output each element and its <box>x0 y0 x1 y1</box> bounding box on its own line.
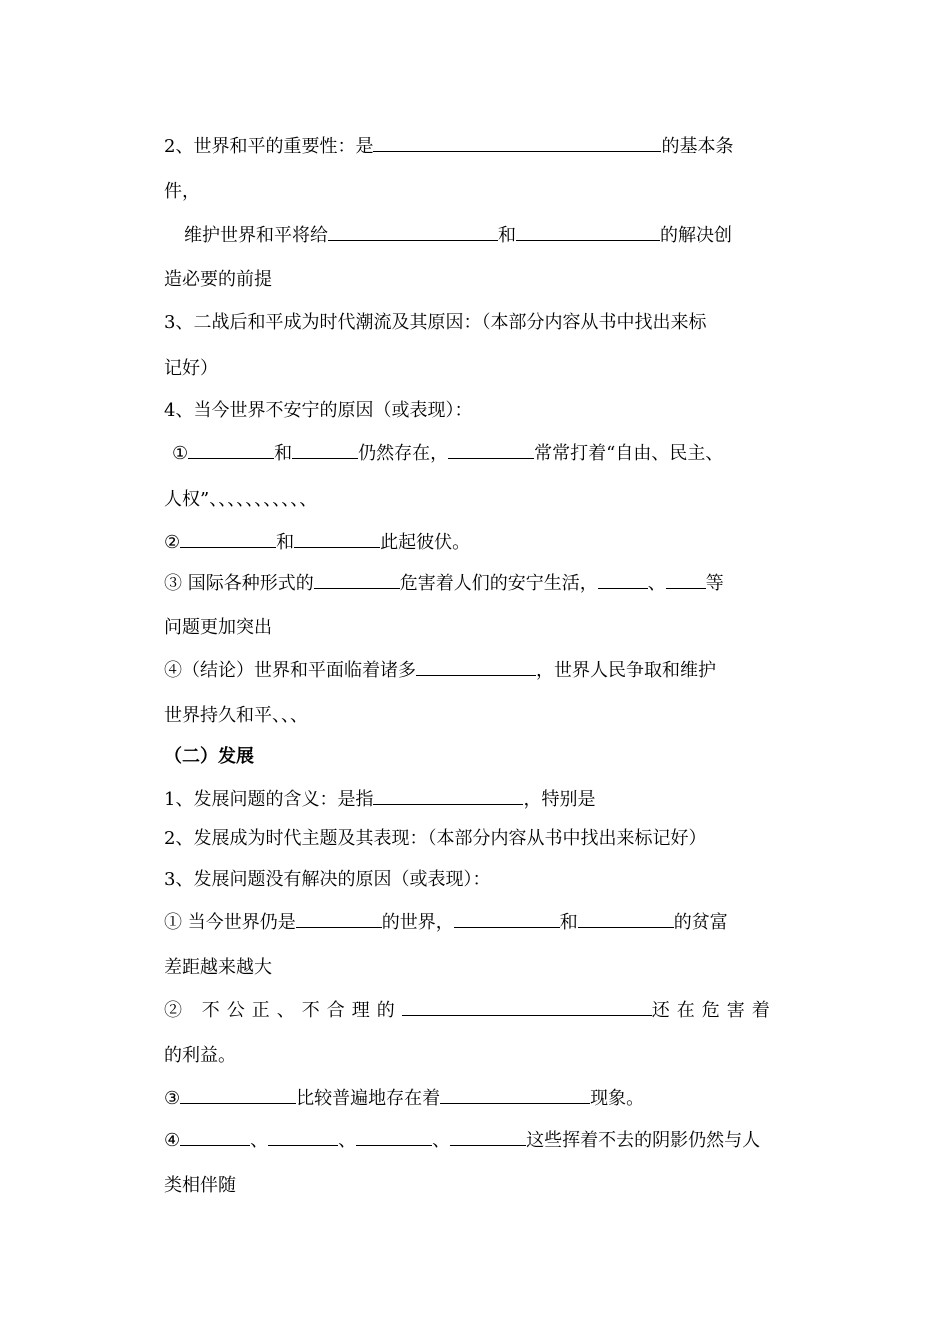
fill-blank[interactable] <box>294 529 380 548</box>
line-1: 2、世界和平的重要性：是 的基本条 <box>164 133 733 159</box>
fill-blank[interactable] <box>180 529 276 548</box>
line-8: ① 和 仍然存在， 常常打着“自由、民主、 <box>172 440 723 466</box>
line-5: 3、二战后和平成为时代潮流及其原因：（本部分内容从书中找出来标 <box>164 312 707 333</box>
line-20: 差距越来越大 <box>164 957 272 978</box>
line-4: 造必要的前提 <box>164 269 272 290</box>
line-14: 世界持久和平、、、 <box>164 705 308 726</box>
line-18: 3、发展问题没有解决的原因（或表现）： <box>164 869 491 890</box>
line-3: 维护世界和平将给 和 的解决创 <box>184 222 732 248</box>
fill-blank[interactable] <box>328 222 498 241</box>
fill-blank[interactable] <box>314 570 400 589</box>
line-6: 记好） <box>164 358 218 379</box>
fill-blank[interactable] <box>268 1127 338 1146</box>
line-9: 人权”、、、、、、、、、、、 <box>164 489 318 510</box>
section-heading: （二）发展 <box>164 746 254 767</box>
line-23: ③ 比较普遍地存在着 现象。 <box>164 1085 644 1111</box>
line-25: 类相伴随 <box>164 1175 236 1196</box>
fill-blank[interactable] <box>666 570 706 589</box>
fill-blank[interactable] <box>578 909 674 928</box>
fill-blank[interactable] <box>516 222 660 241</box>
fill-blank[interactable] <box>598 570 648 589</box>
fill-blank[interactable] <box>292 440 358 459</box>
line-22: 的利益。 <box>164 1045 236 1066</box>
fill-blank[interactable] <box>450 1127 526 1146</box>
fill-blank[interactable] <box>454 909 560 928</box>
line-24: ④ 、 、 、 这些挥着不去的阴影仍然与人 <box>164 1127 760 1153</box>
fill-blank[interactable] <box>402 997 652 1016</box>
line-12: 问题更加突出 <box>164 617 272 638</box>
fill-blank[interactable] <box>373 786 523 805</box>
line-17: 2、发展成为时代主题及其表现：（本部分内容从书中找出来标记好） <box>164 828 707 849</box>
line-13: ④（结论）世界和平面临着诸多 ，世界人民争取和维护 <box>164 657 716 683</box>
fill-blank[interactable] <box>416 657 536 676</box>
line-7: 4、当今世界不安宁的原因（或表现）： <box>164 400 473 421</box>
fill-blank[interactable] <box>180 1085 296 1104</box>
line-10: ② 和 此起彼伏。 <box>164 529 470 555</box>
line-2: 件， <box>164 181 200 202</box>
fill-blank[interactable] <box>448 440 534 459</box>
fill-blank[interactable] <box>373 133 661 152</box>
fill-blank[interactable] <box>440 1085 590 1104</box>
line-19: ① 当今世界仍是 的世界， 和 的贫富 <box>164 909 728 935</box>
line-21: ② 不公正、不合理的 还在危害着 <box>164 997 777 1023</box>
fill-blank[interactable] <box>188 440 274 459</box>
line-16: 1、发展问题的含义：是指 ，特别是 <box>164 786 595 812</box>
fill-blank[interactable] <box>356 1127 432 1146</box>
line-11: ③ 国际各种形式的 危害着人们的安宁生活， 、 等 <box>164 570 724 596</box>
fill-blank[interactable] <box>180 1127 250 1146</box>
fill-blank[interactable] <box>296 909 382 928</box>
